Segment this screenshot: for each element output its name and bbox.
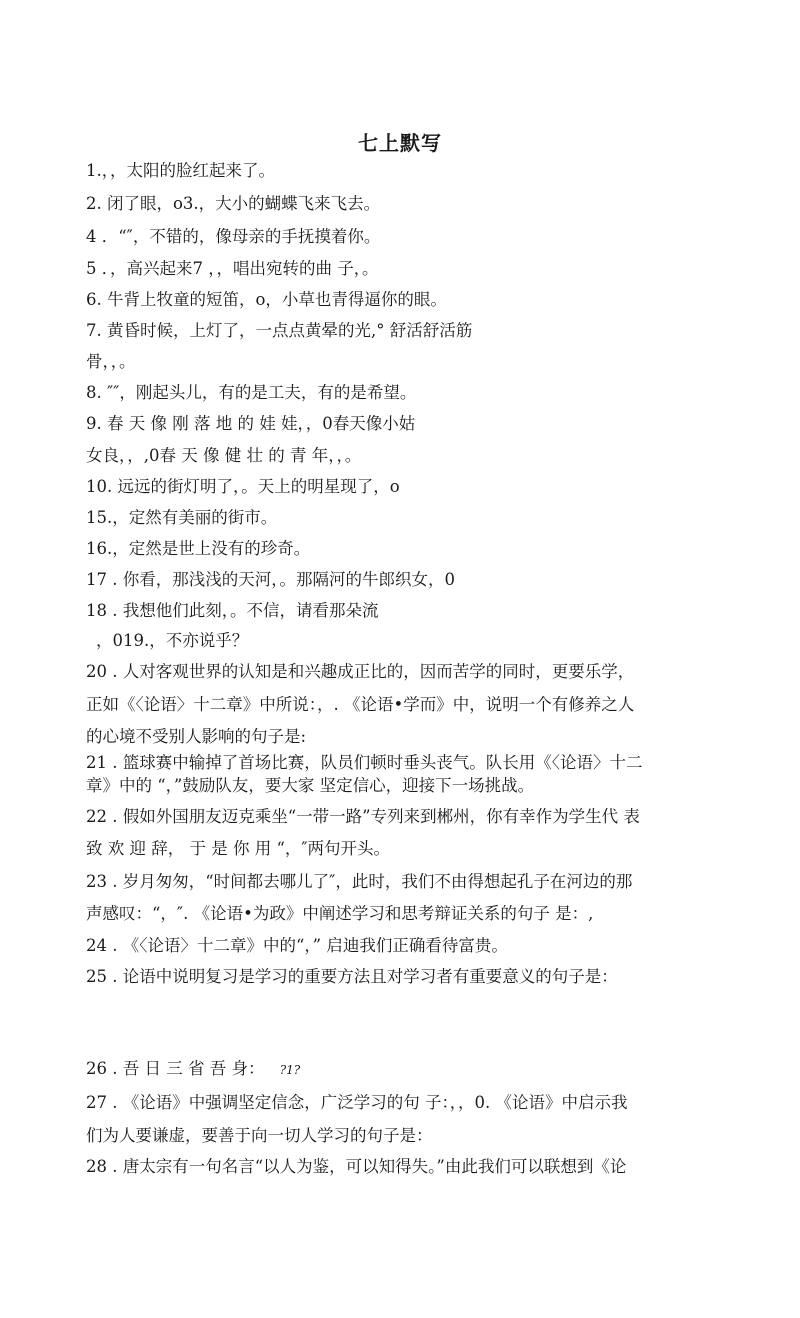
text-line-8: 8. ″″，刚起头儿，有的是工夫，有的是希望。 — [86, 383, 417, 402]
text-line-7: 7. 黄昏时候，上灯了，一点点黄晕的光,° 舒活舒活筋 — [86, 321, 473, 340]
text-line-26-label: 26 . 吾 日 三 省 吾 身： — [86, 1059, 265, 1078]
text-line-26 — [86, 1058, 720, 1081]
text-line-1: 1.，，太阳的脸红起来了。 — [86, 161, 275, 180]
text-line-18: 18 . 我想他们此刻，。不信，请看那朵流 — [86, 601, 379, 620]
text-line-28: 28 . 唐太宗有一句名言“以人为鉴，可以知得失。”由此我们可以联想到《论 — [86, 1157, 627, 1176]
text-line-26-mark: ?1? — [279, 1063, 301, 1077]
text-line-2: 2. 闭了眼，o3.，大小的蝴蝶飞来飞去。 — [86, 194, 381, 213]
page-title: 七上默写 — [358, 131, 442, 155]
text-line-20-cont: 正如《〈论语〉十二章》中所说：，. 《论语•学而》中，说明一个有修养之人 — [86, 695, 635, 714]
text-line-4: 4 ．“″，不错的，像母亲的手抚摸着你。 — [86, 227, 381, 246]
text-line-10: 10. 远远的街灯明了，。天上的明星现了，o — [86, 477, 400, 496]
text-line-15: 15.，定然有美丽的街市。 — [86, 508, 278, 527]
text-line-23: 23 . 岁月匆匆，“时间都去哪儿了″，此时，我们不由得想起孔子在河边的那 — [86, 872, 633, 891]
text-line-16: 16.，定然是世上没有的珍奇。 — [86, 539, 311, 558]
text-line-25: 25 . 论语中说明复习是学习的重要方法且对学习者有重要意义的句子是： — [86, 967, 618, 986]
text-line-17: 17 . 你看，那浅浅的天河，。那隔河的牛郎织女，0 — [86, 570, 455, 589]
text-line-7-cont: 骨，，。 — [86, 352, 136, 371]
text-line-9: 9. 春 天 像 刚 落 地 的 娃 娃，，0春天像小姑 — [86, 414, 416, 433]
text-line-27-cont: 们为人要谦虚，要善于向一切人学习的句子是： — [86, 1126, 433, 1145]
text-line-24: 24 . 《〈论语〉十二章》中的“，” 启迪我们正确看待富贵。 — [86, 936, 508, 955]
text-line-6: 6. 牛背上牧童的短笛，o，小草也青得逼你的眼。 — [86, 290, 447, 309]
text-line-22: 22 . 假如外国朋友迈克乘坐“一带一路”专列来到郴州，你有幸作为学生代 表 — [86, 807, 640, 826]
text-line-20: 20 . 人对客观世界的认知是和兴趣成正比的，因而苦学的同时，更要乐学， — [86, 662, 635, 681]
text-line-23-cont: 声感叹：“，″. 《论语•为政》中阐述学习和思考辩证关系的句子 是：, — [86, 904, 594, 923]
text-line-19: ，019.，不亦说乎？ — [96, 631, 249, 650]
text-line-20-cont2: 的心境不受别人影响的句子是: — [86, 727, 307, 746]
text-line-21-cont: 章》中的 “，”鼓励队友，要大家 坚定信心，迎接下一场挑战。 — [86, 776, 535, 795]
text-line-21: 21 . 篮球赛中输掉了首场比赛，队员们顿时垂头丧气。队长用《〈论语〉十二 — [86, 753, 643, 772]
text-line-9-cont: 女良，，,0春 天 像 健 壮 的 青 年，，。 — [86, 446, 362, 465]
text-line-22-cont: 致 欢 迎 辞， 于 是 你 用 “，″两句开头。 — [86, 839, 391, 858]
text-line-27: 27 . 《论语》中强调坚定信念，广泛学习的句 子：，，0. 《论语》中启示我 — [86, 1093, 628, 1112]
text-line-5: 5 ．，高兴起来7 ，，唱出宛转的曲 子，。 — [86, 259, 379, 278]
